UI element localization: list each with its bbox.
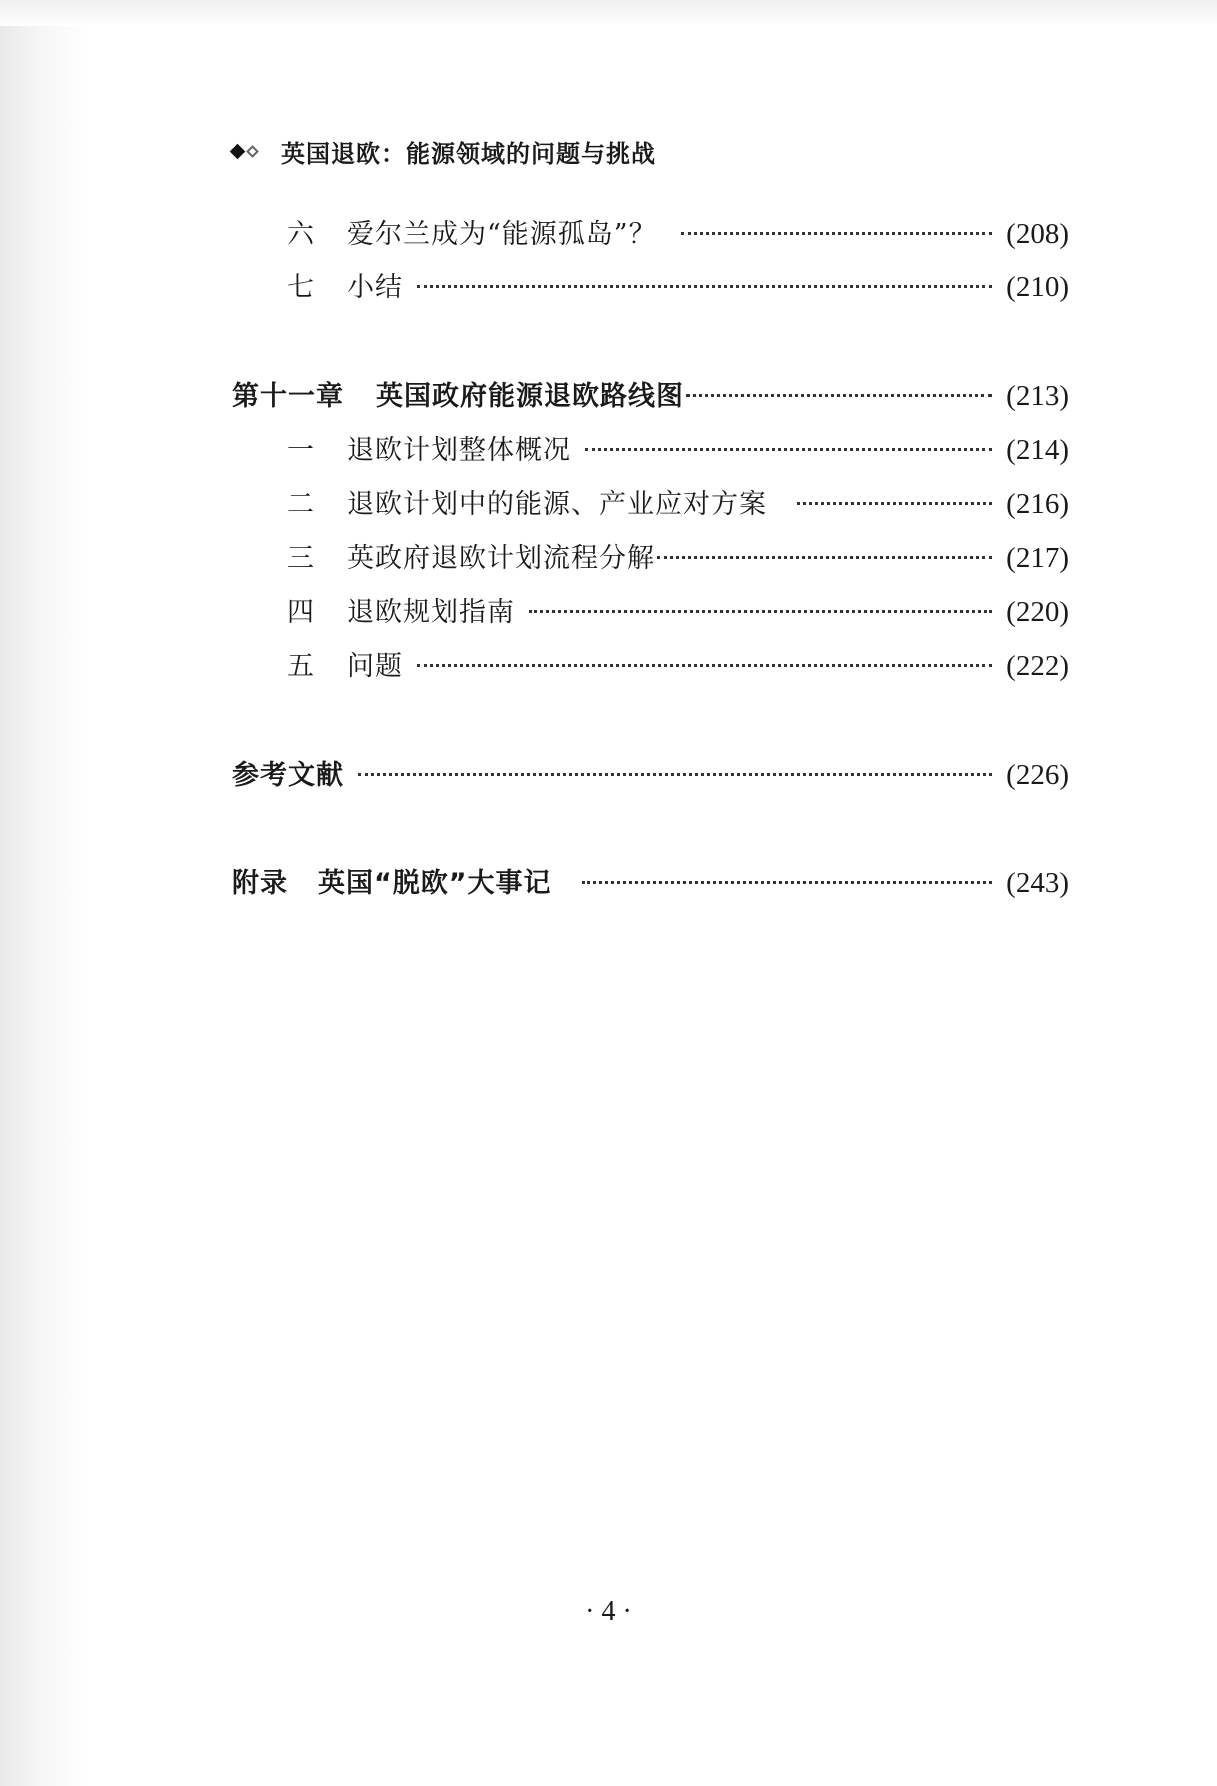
toc-entry-7[interactable]	[287, 265, 1069, 304]
toc-entry-page: (243)	[1006, 867, 1069, 899]
toc-appendix[interactable]	[232, 861, 1069, 900]
toc-entry-page: (208)	[1006, 218, 1069, 250]
toc-entry-number: 六	[287, 219, 314, 250]
diamond-icon	[230, 144, 246, 160]
leader-dots	[797, 502, 992, 505]
toc-chapter-title: 英国“脱欧”大事记	[318, 868, 552, 899]
diamond-outline-icon	[246, 145, 259, 158]
toc-entry-number: 四	[287, 597, 314, 628]
leader-dots	[358, 773, 992, 776]
toc-entry-title: 英政府退欧计划流程分解	[347, 543, 655, 574]
toc-entry-page: (220)	[1006, 596, 1069, 628]
toc-entry-number: 三	[287, 543, 314, 574]
leader-dots	[582, 881, 993, 884]
toc-entry-page: (214)	[1006, 434, 1069, 466]
leader-dots	[417, 664, 992, 667]
toc-entry-number: 五	[287, 651, 314, 682]
leader-dots	[681, 232, 993, 235]
toc-entry-3[interactable]	[287, 536, 1069, 575]
page-top-shadow	[0, 0, 1217, 26]
leader-dots	[657, 556, 992, 559]
toc-entry-page: (210)	[1006, 271, 1069, 303]
page-number: · 4 ·	[585, 1596, 632, 1627]
toc-references[interactable]	[232, 753, 1069, 792]
toc-chapter-title: 英国政府能源退欧路线图	[376, 381, 684, 412]
toc-entry-number: 七	[287, 272, 314, 303]
running-header	[232, 134, 656, 169]
leader-dots	[686, 394, 992, 397]
leader-dots	[529, 610, 992, 613]
toc-entry-title: 问题	[347, 651, 403, 682]
leader-dots	[417, 285, 992, 288]
toc-entry-page: (216)	[1006, 488, 1069, 520]
toc-entry-title: 爱尔兰成为“能源孤岛”？	[347, 219, 657, 250]
toc-chapter-11[interactable]	[232, 374, 1069, 413]
toc-entry-number: 二	[287, 489, 314, 520]
running-header-title: 英国退欧：能源领域的问题与挑战	[281, 140, 656, 168]
toc-chapter-label: 第十一章	[232, 381, 344, 412]
toc-entry-title: 小结	[347, 272, 403, 303]
toc-entry-6[interactable]	[287, 212, 1069, 251]
page-shadow	[0, 0, 90, 1786]
toc-chapter-title: 参考文献	[232, 760, 344, 791]
toc-entry-page: (226)	[1006, 759, 1069, 791]
toc-entry-title: 退欧计划中的能源、产业应对方案	[347, 489, 767, 520]
toc-chapter-label: 附录	[232, 868, 288, 899]
toc-entry-page: (213)	[1006, 380, 1069, 412]
toc-entry-title: 退欧计划整体概况	[347, 435, 571, 466]
toc-entry-1[interactable]	[287, 428, 1069, 467]
toc-entry-title: 退欧规划指南	[347, 597, 515, 628]
toc-entry-number: 一	[287, 435, 314, 466]
toc-entry-5[interactable]	[287, 644, 1069, 683]
toc-entry-page: (217)	[1006, 542, 1069, 574]
toc-entry-page: (222)	[1006, 650, 1069, 682]
toc-entry-2[interactable]	[287, 482, 1069, 521]
toc-entry-4[interactable]	[287, 590, 1069, 629]
leader-dots	[585, 448, 992, 451]
